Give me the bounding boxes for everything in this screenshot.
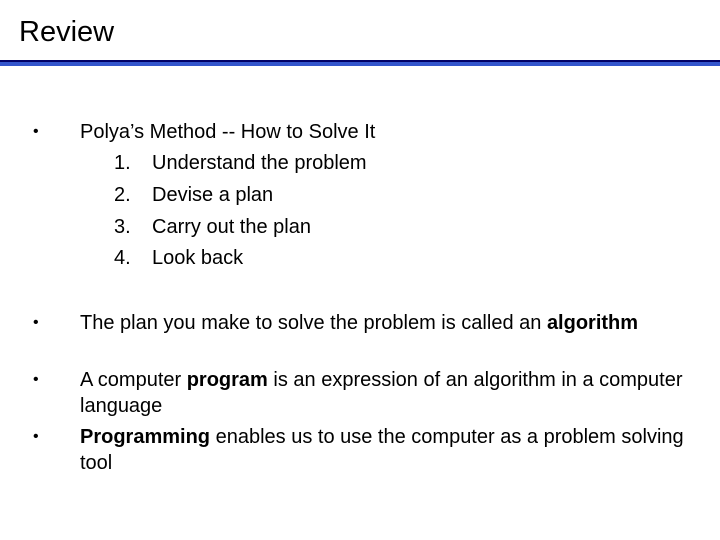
title-underline xyxy=(0,60,720,62)
bullet-program xyxy=(80,367,695,419)
bullet-text: The plan you make to solve the problem is called an xyxy=(80,312,547,334)
bullet-marker: • xyxy=(33,371,39,388)
slide-title: Review xyxy=(19,16,115,48)
step-number: 4. xyxy=(114,247,131,269)
bullet-marker: • xyxy=(33,428,39,445)
bold-term-programming: Programming xyxy=(80,426,211,448)
step-number: 3. xyxy=(114,216,131,238)
step-text: Carry out the plan xyxy=(152,216,311,238)
bullet-programming xyxy=(80,424,695,476)
step-number: 1. xyxy=(114,152,131,174)
step-text: Understand the problem xyxy=(152,152,367,174)
step-text: Look back xyxy=(152,247,244,269)
bullet-text: A computer xyxy=(80,369,187,391)
bold-term-program: program xyxy=(186,369,268,391)
bullet-text: is an expression of an algorithm in a computer language xyxy=(80,369,683,417)
bullet-text: enables us to use the computer as a problem solving tool xyxy=(80,426,684,474)
bullet-algorithm xyxy=(80,310,695,336)
bold-term-algorithm: algorithm xyxy=(546,312,639,334)
bullet-marker: • xyxy=(33,314,39,331)
step-number: 2. xyxy=(114,184,131,206)
bullet-polya-method: Polya’s Method -- How to Solve It xyxy=(80,121,376,143)
bullet-marker: • xyxy=(33,123,39,140)
step-text: Devise a plan xyxy=(152,184,274,206)
